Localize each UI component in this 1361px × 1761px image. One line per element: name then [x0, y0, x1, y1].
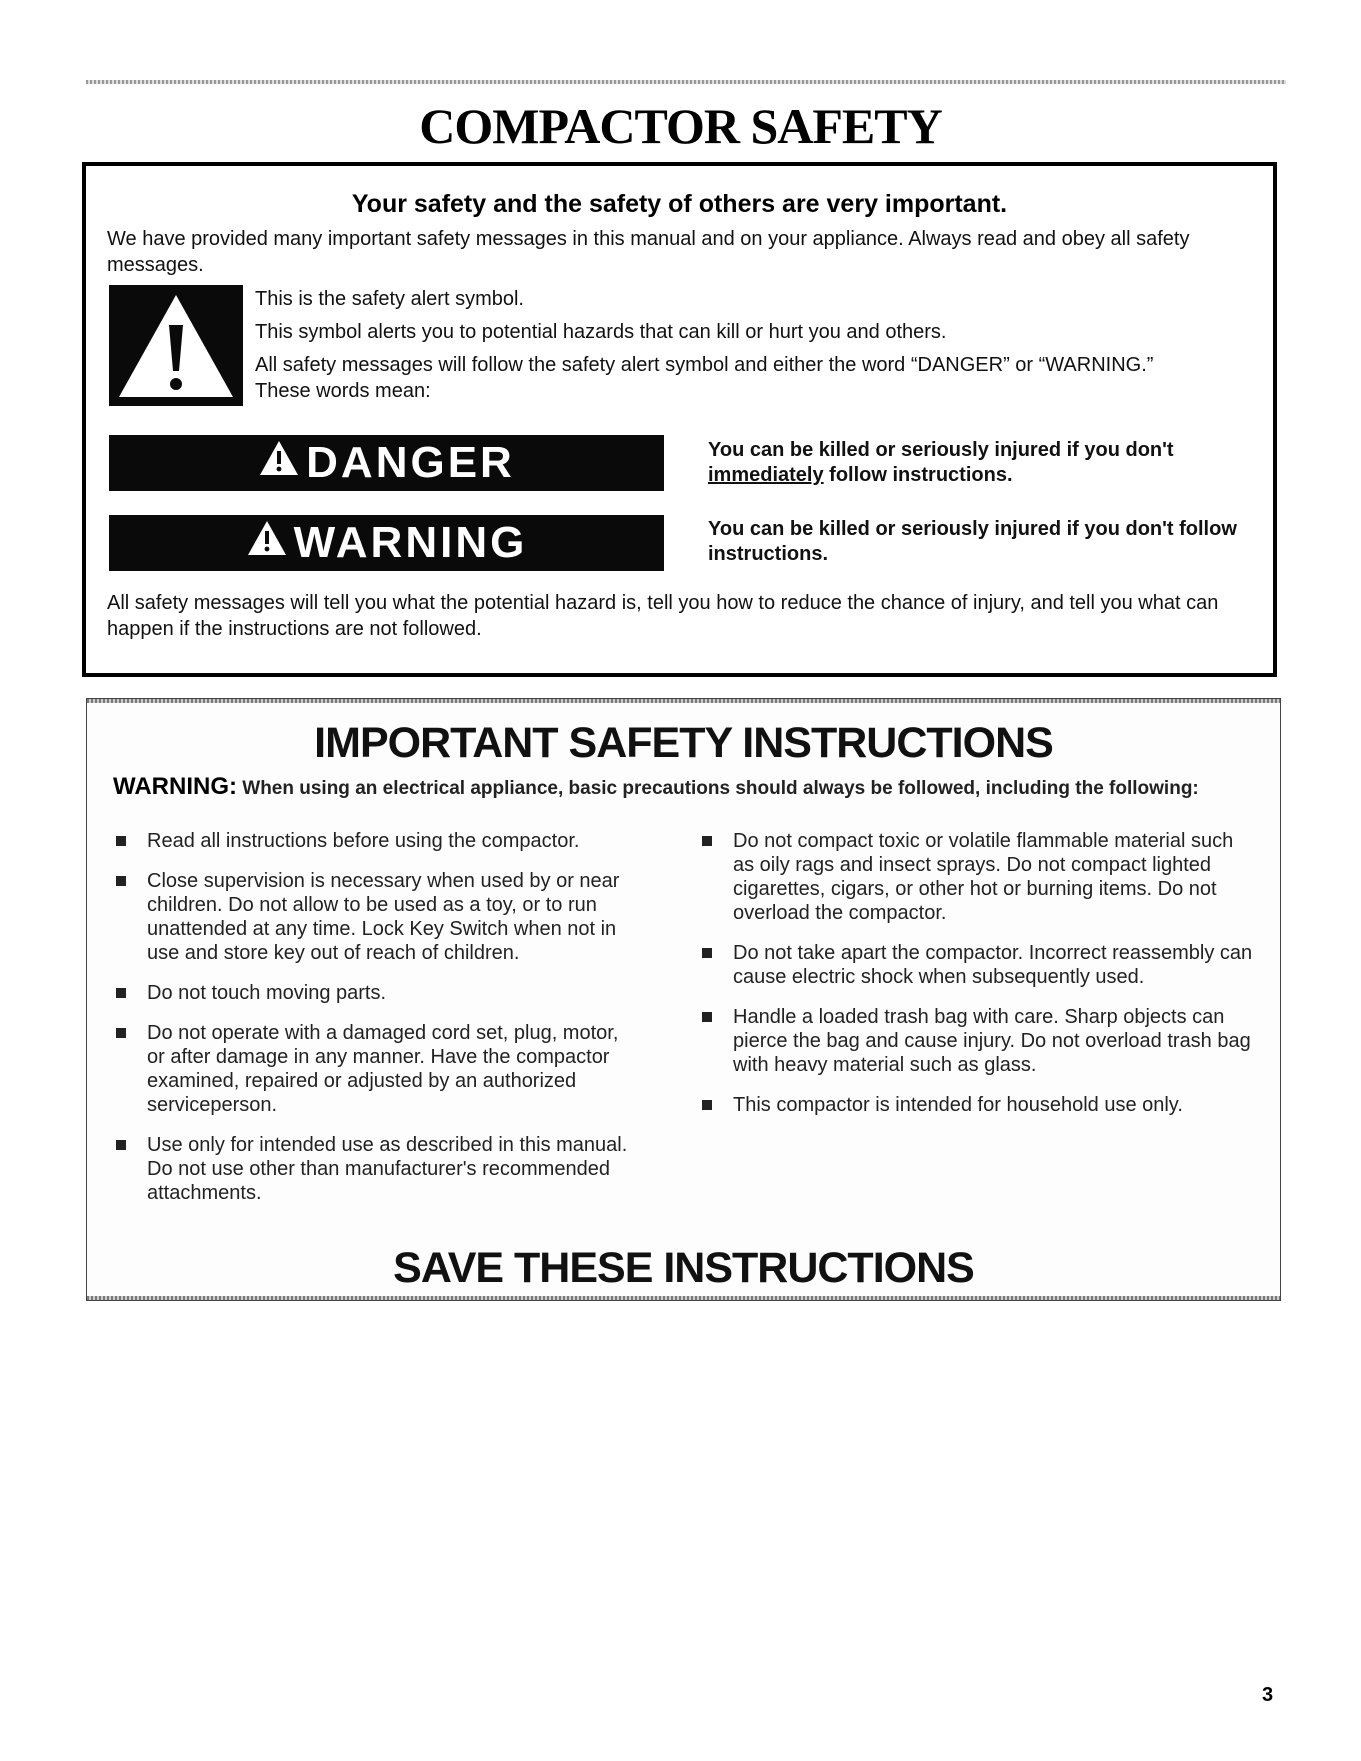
bullet-icon: [116, 876, 126, 886]
alert-description: [255, 286, 1155, 411]
warning-triangle-icon: [258, 438, 300, 488]
alert-line: This is the safety alert symbol.: [255, 288, 524, 310]
list-item: [699, 1093, 1259, 1117]
safety-heading: Your safety and the safety of others are very important.: [351, 190, 1008, 218]
list-item-text: Do not compact toxic or volatile flammable material such as oily rags and insect sprays. Do not compact lighted cigarettes, cigars, or other hot or burning items. Do not overload the compactor.: [733, 830, 1234, 924]
bullet-icon: [702, 948, 712, 958]
list-item-text: Do not take apart the compactor. Incorrect reassembly can cause electric shock when subsequently used.: [733, 942, 1253, 988]
bullet-icon: [116, 1140, 126, 1150]
warning-intro: [113, 775, 1263, 801]
danger-text-emphasis: immediately: [708, 464, 824, 486]
warning-label: WARNING: [293, 518, 528, 567]
warning-description: You can be killed or seriously injured if you don't follow instructions.: [708, 518, 1237, 565]
bullet-icon: [116, 1028, 126, 1038]
list-item: [113, 869, 638, 965]
instructions-title: IMPORTANT SAFETY INSTRUCTIONS: [314, 719, 1053, 767]
alert-line: All safety messages will follow the safety alert symbol and either the word “DANGER” or “WARNING.” These words mean:: [255, 354, 1154, 402]
danger-label: DANGER: [306, 438, 515, 487]
list-item: [113, 1021, 638, 1117]
save-instructions-title: SAVE THESE INSTRUCTIONS: [393, 1244, 974, 1292]
instructions-list-left: [113, 829, 638, 1221]
list-item: [113, 981, 638, 1005]
safety-box: [82, 162, 1277, 677]
warning-word: WARNING:: [113, 773, 237, 800]
warning-signal-bar: [109, 515, 664, 571]
list-item: [699, 1005, 1259, 1077]
list-item-text: This compactor is intended for household use only.: [733, 1094, 1183, 1116]
list-item-text: Handle a loaded trash bag with care. Sharp objects can pierce the bag and cause injury. Do not overload trash bag with heavy material such as glass.: [733, 1006, 1251, 1076]
bullet-icon: [116, 836, 126, 846]
safety-intro: We have provided many important safety messages in this manual and on your appliance. Always read and obey all safety messages.: [107, 228, 1190, 276]
list-item-text: Use only for intended use as described in this manual. Do not use other than manufacturer's recommended attachments.: [147, 1134, 628, 1204]
safety-alert-icon: [109, 285, 243, 406]
instructions-box: [86, 698, 1281, 1301]
danger-signal-bar: [109, 435, 664, 491]
list-item-text: Close supervision is necessary when used by or near children. Do not allow to be used as a toy, or to run unattended at any time. Lock Key Switch when not in use and store key out of reach of children.: [147, 870, 620, 964]
bullet-icon: [702, 1100, 712, 1110]
bullet-icon: [702, 836, 712, 846]
danger-description: [708, 438, 1268, 488]
top-rule: [86, 80, 1286, 84]
danger-text-end: follow instructions.: [823, 464, 1013, 486]
danger-text: You can be killed or seriously injured if you don't: [708, 439, 1174, 461]
list-item-text: Do not operate with a damaged cord set, plug, motor, or after damage in any manner. Have the compactor examined, repaired or adjusted by an authorized serviceperson.: [147, 1022, 619, 1116]
instructions-list-right: [699, 829, 1259, 1133]
warning-triangle-icon: [246, 518, 288, 568]
list-item: [699, 829, 1259, 925]
bullet-icon: [702, 1012, 712, 1022]
warning-intro-text: When using an electrical appliance, basic precautions should always be followed, including the following:: [236, 778, 1199, 799]
list-item: [113, 1133, 638, 1205]
alert-line: This symbol alerts you to potential hazards that can kill or hurt you and others.: [255, 321, 947, 343]
safety-outro: All safety messages will tell you what the potential hazard is, tell you how to reduce the chance of injury, and tell you what can happen if the instructions are not followed.: [107, 592, 1219, 640]
page-title: COMPACTOR SAFETY: [419, 98, 942, 154]
list-item-text: Read all instructions before using the compactor.: [147, 830, 580, 852]
page-number: 3: [1262, 1684, 1274, 1706]
bullet-icon: [116, 988, 126, 998]
list-item-text: Do not touch moving parts.: [147, 982, 387, 1004]
list-item: [699, 941, 1259, 989]
list-item: [113, 829, 638, 853]
